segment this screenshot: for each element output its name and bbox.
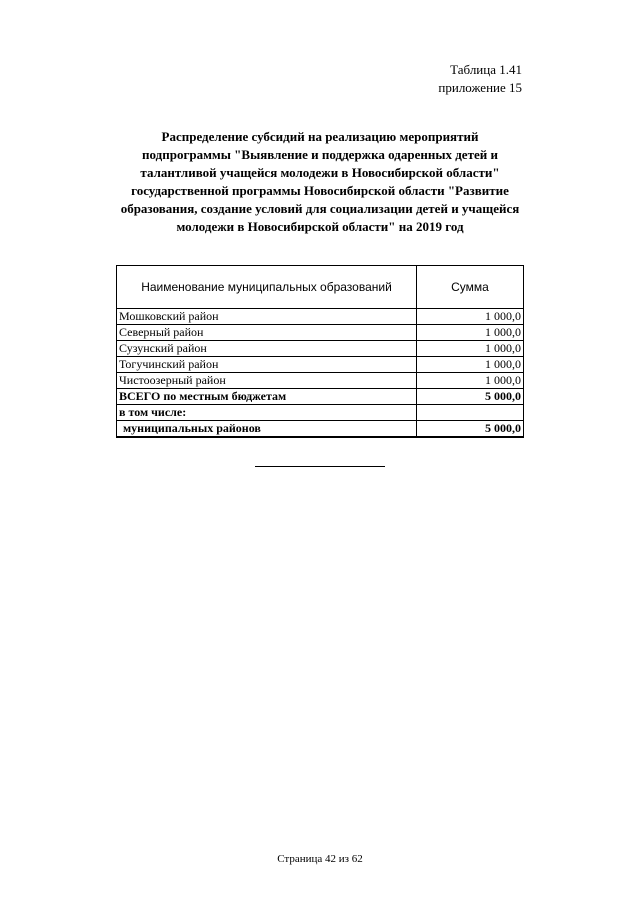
table-number: Таблица 1.41 bbox=[450, 62, 522, 77]
column-header-sum: Сумма bbox=[417, 266, 524, 309]
table-row bbox=[117, 357, 524, 373]
separator-line bbox=[255, 466, 385, 467]
including-label: в том числе: bbox=[117, 405, 417, 421]
table-row bbox=[117, 325, 524, 341]
title-line: молодежи в Новосибирской области" на 2019 год bbox=[176, 219, 464, 234]
municipality-name: Мошковский район bbox=[117, 309, 417, 325]
page-footer: Страница 42 из 62 bbox=[277, 853, 363, 865]
table-row bbox=[117, 373, 524, 389]
total-label: ВСЕГО по местным бюджетам bbox=[117, 389, 417, 405]
municipality-name: Северный район bbox=[117, 325, 417, 341]
municipality-name: Сузунский район bbox=[117, 341, 417, 357]
title-line: Распределение субсидий на реализацию мероприятий bbox=[161, 129, 479, 144]
header-block bbox=[438, 61, 522, 97]
municipality-sum: 1 000,0 bbox=[417, 341, 524, 357]
total-row bbox=[117, 389, 524, 405]
including-sum bbox=[417, 405, 524, 421]
document-title bbox=[110, 128, 530, 236]
including-row bbox=[117, 405, 524, 421]
table-row bbox=[117, 309, 524, 325]
municipality-sum: 1 000,0 bbox=[417, 357, 524, 373]
table-row bbox=[117, 341, 524, 357]
municipality-name: Тогучинский район bbox=[117, 357, 417, 373]
column-header-name: Наименование муниципальных образований bbox=[117, 266, 417, 309]
municipal-label: муниципальных районов bbox=[117, 421, 417, 438]
municipality-name: Чистоозерный район bbox=[117, 373, 417, 389]
municipal-row bbox=[117, 421, 524, 438]
table-header-row bbox=[117, 266, 524, 309]
title-line: государственной программы Новосибирской области "Развитие bbox=[131, 183, 509, 198]
municipality-sum: 1 000,0 bbox=[417, 325, 524, 341]
municipality-sum: 1 000,0 bbox=[417, 309, 524, 325]
municipality-sum: 1 000,0 bbox=[417, 373, 524, 389]
appendix-label: приложение 15 bbox=[438, 80, 522, 95]
total-sum: 5 000,0 bbox=[417, 389, 524, 405]
title-line: образования, создание условий для социализации детей и учащейся bbox=[120, 201, 520, 216]
municipal-sum: 5 000,0 bbox=[417, 421, 524, 438]
title-line: талантливой учащейся молодежи в Новосибирской области" bbox=[140, 165, 500, 180]
subsidy-table bbox=[116, 265, 524, 438]
title-line: подпрограммы "Выявление и поддержка одаренных детей и bbox=[142, 147, 498, 162]
